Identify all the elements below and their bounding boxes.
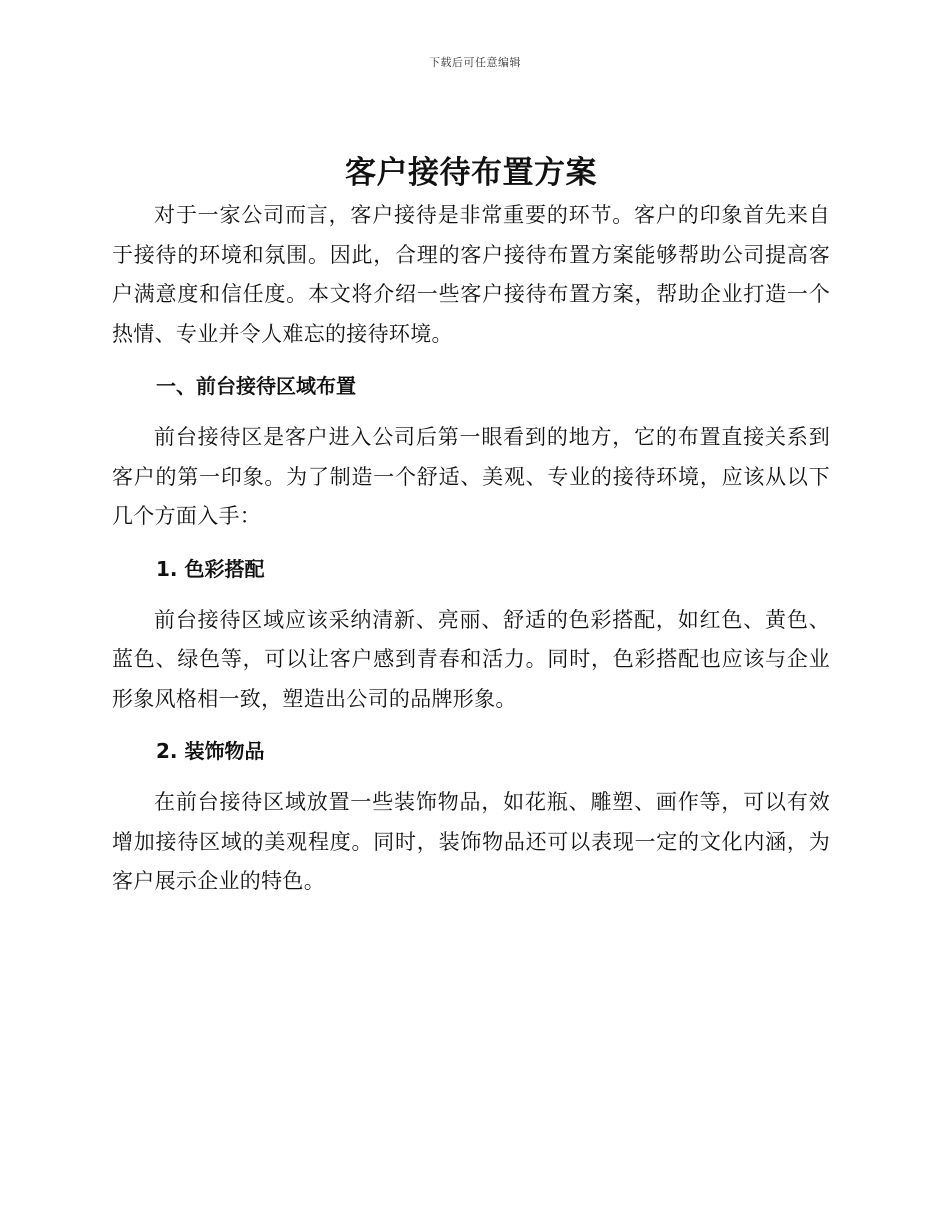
spacer (112, 406, 830, 418)
page-header-note: 下载后可任意编辑 (429, 56, 521, 69)
spacer (112, 589, 830, 601)
spacer (112, 537, 830, 549)
spacer (112, 719, 830, 731)
section-heading-front-desk: 一、前台接待区域布置 (156, 374, 356, 398)
subsection-paragraph-colors: 前台接待区域应该采纳清新、亮丽、舒适的色彩搭配，如红色、黄色、蓝色、绿色等，可以让客户感到青春和活力。同时，色彩搭配也应该与企业形象风格相一致，塑造出公司的品牌形象。 (112, 607, 830, 711)
subsection-paragraph-decorations: 在前台接待区域放置一些装饰物品，如花瓶、雕塑、画作等，可以有效增加接待区域的美观程度。同时，装饰物品还可以表现一定的文化内涵，为客户展示企业的特色。 (112, 790, 830, 893)
subsection-heading-colors: 1. 色彩搭配 (156, 556, 265, 581)
subsection-heading-decorations: 2. 装饰物品 (156, 739, 265, 763)
intro-paragraph: 对于一家公司而言，客户接待是非常重要的环节。客户的印象首先来自于接待的环境和氛围。因此，合理的客户接待布置方案能够帮助公司提高客户满意度和信任度。本文将介绍一些客户接待布置方案，帮助企业打造一个热情、专业并令人难忘的接待环境。 (112, 203, 830, 346)
document-body (112, 150, 830, 902)
document-title: 客户接待布置方案 (345, 155, 597, 191)
section-paragraph-front-desk: 前台接待区是客户进入公司后第一眼看到的地方，它的布置直接关系到客户的第一印象。为了制造一个舒适、美观、专业的接待环境，应该从以下几个方面入手： (112, 425, 830, 528)
spacer (112, 354, 830, 366)
spacer (112, 771, 830, 783)
